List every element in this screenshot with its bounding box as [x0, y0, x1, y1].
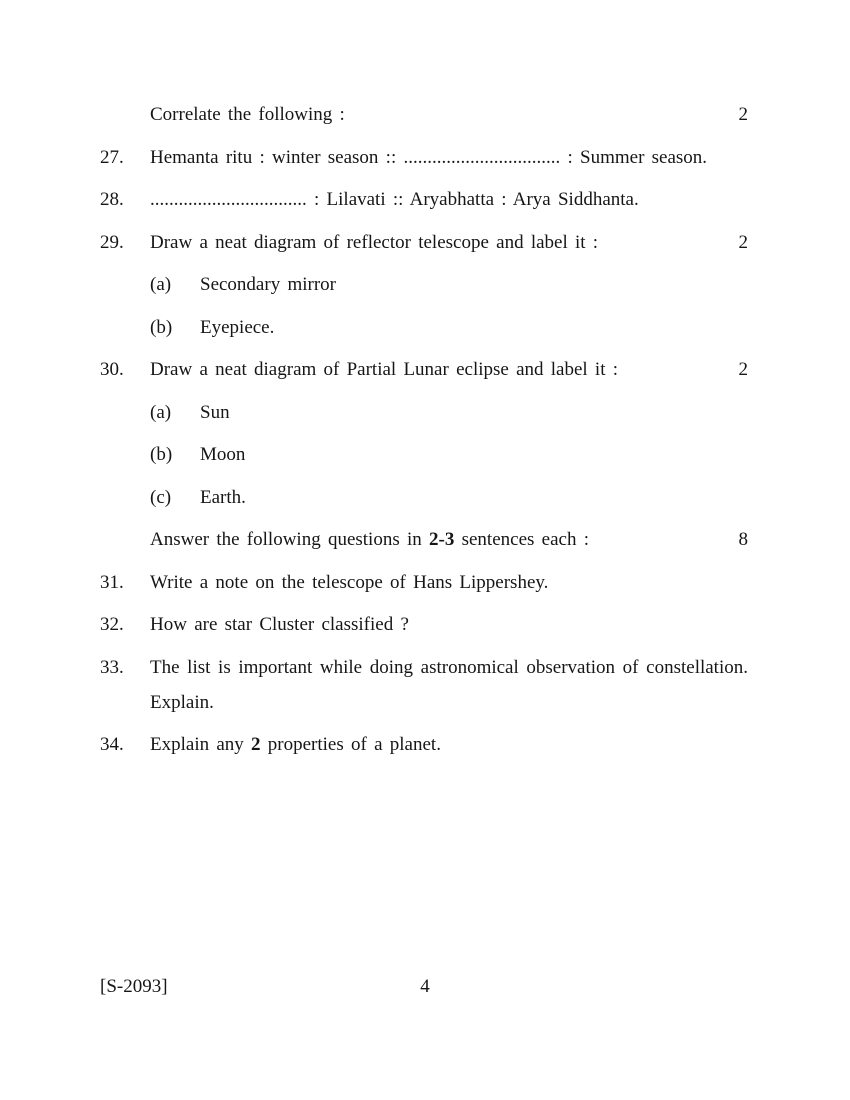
question-33-number: 33.: [100, 656, 124, 678]
question-29-item-b-label: (b): [150, 316, 173, 338]
question-list: [100, 103, 748, 776]
question-32-row: [100, 613, 748, 637]
question-30-item-c-text: Earth.: [200, 486, 246, 508]
question-33-line1: The list is important while doing astronomical observation of constellation.: [150, 656, 748, 678]
page-footer: [0, 975, 850, 999]
question-27-row: [100, 146, 748, 170]
question-28-text: ................................. : Lilavati :: Aryabhatta : Arya Siddhanta.: [150, 189, 639, 210]
instruction-answer-text: [150, 528, 725, 552]
question-30-item-b-row: [100, 443, 748, 467]
question-32-text: How are star Cluster classified ?: [150, 614, 409, 635]
question-30-item-b-text: Moon: [200, 444, 246, 465]
marks-question-30: 2: [738, 359, 748, 380]
question-30-item-a-label: (a): [150, 401, 172, 423]
instruction-answer-post: sentences each :: [454, 529, 589, 550]
question-29-text: Draw a neat diagram of reflector telescope and label it :: [150, 231, 599, 253]
instruction-correlate-row: [100, 103, 748, 127]
question-29-item-a-label: (a): [150, 274, 172, 295]
question-29-number: 29.: [100, 231, 124, 253]
question-30-item-a-text: Sun: [200, 401, 230, 423]
question-30-item-a-row: [100, 401, 748, 425]
question-29-item-b-text: Eyepiece.: [200, 316, 275, 338]
question-30-text: Draw a neat diagram of Partial Lunar eclipse and label it :: [150, 359, 619, 380]
page-number: 4: [420, 976, 430, 997]
question-30-item-c-row: [100, 486, 748, 510]
question-34-post: properties of a planet.: [260, 734, 441, 755]
marks-answer-section: 8: [738, 529, 748, 550]
booklet-code: [S-2093]: [100, 976, 168, 997]
question-31-number: 31.: [100, 571, 124, 593]
question-34-bold: 2: [251, 734, 261, 755]
question-34-number: 34.: [100, 734, 124, 755]
instruction-answer-row: [100, 528, 748, 552]
question-29-item-a-row: [100, 273, 748, 297]
question-28-number: 28.: [100, 189, 124, 210]
question-30-item-b-label: (b): [150, 444, 173, 465]
question-34-text: [150, 733, 748, 757]
question-32-number: 32.: [100, 614, 124, 635]
instruction-answer-pre: Answer the following questions in: [150, 529, 430, 550]
instruction-correlate-text: Correlate the following :: [150, 104, 345, 125]
question-28-row: [100, 188, 748, 212]
question-31-text: Write a note on the telescope of Hans Lippershey.: [150, 571, 549, 593]
question-34-row: [100, 733, 748, 757]
marks-correlate: 2: [738, 104, 748, 125]
question-34-pre: Explain any: [150, 734, 252, 755]
question-29-item-b-row: [100, 316, 748, 340]
question-30-row: [100, 358, 748, 382]
instruction-answer-bold: 2-3: [429, 529, 455, 550]
question-27-text: Hemanta ritu : winter season :: ................................. : Summer season.: [150, 146, 708, 168]
question-30-number: 30.: [100, 359, 124, 380]
question-29-item-a-text: Secondary mirror: [200, 274, 336, 295]
question-30-item-c-label: (c): [150, 486, 172, 508]
question-29-row: [100, 231, 748, 255]
question-27-number: 27.: [100, 146, 124, 168]
question-33-row: [100, 656, 748, 715]
question-33-text: [150, 656, 748, 715]
question-33-line2: Explain.: [150, 691, 214, 713]
question-31-row: [100, 571, 748, 595]
marks-question-29: 2: [738, 231, 748, 253]
